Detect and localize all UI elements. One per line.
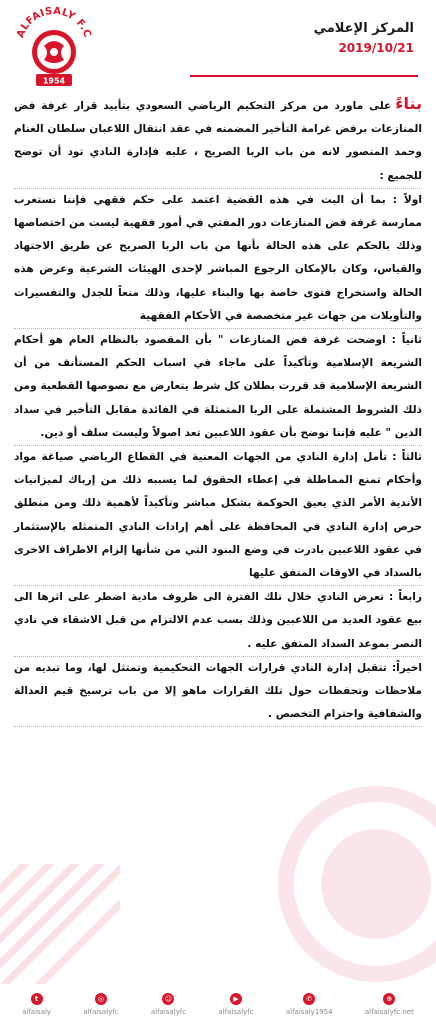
paragraph-third: ثالثاً : تأمل إدارة النادي من الجهات المعنية في القطاع الرياضي صياغة مواد وأحكام تمنع المماطلة في إعطاء الحقوق لما يسببه ذلك من إرباك لميزانيات الأندية الأمر الذي يعيق الحوكمة بشكل مباشر وتأكيداً لأهمية ذلك ومن منطلق حرص إدارة النادي في المحافظة على أهم إرادات النادي المتمثله بالإستثمار في عقود اللاعبين بادرت في وضع البنود التي من شأنها إلزام الاطراف الاخرى بالسداد في الاوقات المتفق عليها [14, 446, 422, 586]
paragraph-second: ثانياً : اوضحت غرفة فض المنازعات " بأن المقصود بالنظام العام هو أحكام الشريعة الإسلامية وتأكيداً على ماجاء في اسباب الحكم المستأنف من أن الشريعة الإسلامية قد قررت بطلان كل شرط يتعارض مع نصوصها القطعية ومن ذلك الشروط المشتملة على الربا المتمثلة في الفائدة مقابل التأخير في سداد الدين " عليه فإننا نوضح بأن عقود اللاعبين تعد اصولاً وليست سلف أو دين. [14, 329, 422, 446]
statement-date: 2019/10/21 [338, 41, 414, 55]
social-instagram[interactable] [83, 993, 118, 1016]
header-divider [190, 75, 418, 77]
footer-social-bar [0, 984, 436, 1024]
media-center-title: المركز الإعلامي [313, 21, 414, 36]
logo-club-name: ALFAISALY F.C [15, 5, 93, 40]
paragraph-first: اولاً : بما أن البت في هذه القضية اعتمد على حكم فقهي فإننا نستغرب ممارسة غرفة فض المنازعات دور المفتي في أمور فقهية ليست من اختصاصها وذلك بالحكم على هذه الحالة بأنها من باب الربا الصريح عن طريق الاجتهاد والقياس، وكان بالإمكان الرجوع المباشر لإحدى الهيئات الشرعية وعرض هذه الحالة واستخراج فتوى خاصة بها والبناء عليها، وذلك منعاً للجدل والتفسيرات والتأويلات من جهات غير متخصصة في الأحكام الفقهية [14, 189, 422, 329]
social-handle: alfaisalyfc [218, 1007, 254, 1016]
statement-body [14, 92, 422, 727]
whatsapp-icon: ✆ [303, 993, 315, 1005]
social-whatsapp[interactable] [286, 993, 333, 1016]
instagram-icon: ◎ [95, 993, 107, 1005]
club-logo [8, 0, 100, 88]
logo-year: 1954 [42, 76, 66, 86]
twitter-icon: t [31, 993, 43, 1005]
club-crest-icon [8, 0, 100, 88]
logo-watermark [276, 784, 436, 984]
paragraph-finally: اخيراً: تتقبل إدارة النادي قرارات الجهات التحكيمية وتمتثل لها، وما تبديه من ملاحظات وتحفظات حول تلك القرارات ماهو إلا من باب ترسيخ قيم العدالة والشفافية واحترام التخصص . [14, 657, 422, 728]
header-info [314, 20, 414, 56]
social-youtube[interactable] [218, 993, 253, 1016]
lead-word: بناءً [395, 94, 422, 113]
social-twitter[interactable] [22, 993, 51, 1016]
social-website[interactable] [365, 993, 414, 1016]
social-handle: alfaisaly1954 [285, 1007, 333, 1016]
paragraph-fourth: رابعاً : تعرض النادي خلال تلك الفترة الى ظروف مادية اضطر على اثرها الى بيع عقود العديد من اللاعبين وذلك بسب عدم الالتزام من قبل الاشقاء في نادي النصر بموعد السداد المتفق عليه . [14, 586, 422, 657]
social-handle: alfaisalyfc.net [364, 1007, 414, 1016]
snapchat-icon: ☺ [162, 993, 174, 1005]
stripes-watermark [0, 864, 120, 984]
social-handle: alfaisaly [22, 1007, 52, 1016]
social-snapchat[interactable] [151, 993, 186, 1016]
social-handle: alfaisalyfc [83, 1007, 119, 1016]
youtube-icon: ▶ [230, 993, 242, 1005]
social-handle: alfaisalyfc [150, 1007, 187, 1016]
paragraph-text: على ماورد من مركز التحكيم الرياضي السعودي بتأييد قرار غرفة فض المنازعات برفض غرامة التأخير المضمنه في عقد انتقال اللاعبان سلطان الغنام وحمد المنصور لانه من باب الربا الصريح ، عليه فإدارة النادي تود أن توضح للجميع : [14, 100, 422, 182]
paragraph-intro [14, 92, 422, 189]
header [0, 0, 436, 92]
web-icon: ⊕ [383, 993, 395, 1005]
